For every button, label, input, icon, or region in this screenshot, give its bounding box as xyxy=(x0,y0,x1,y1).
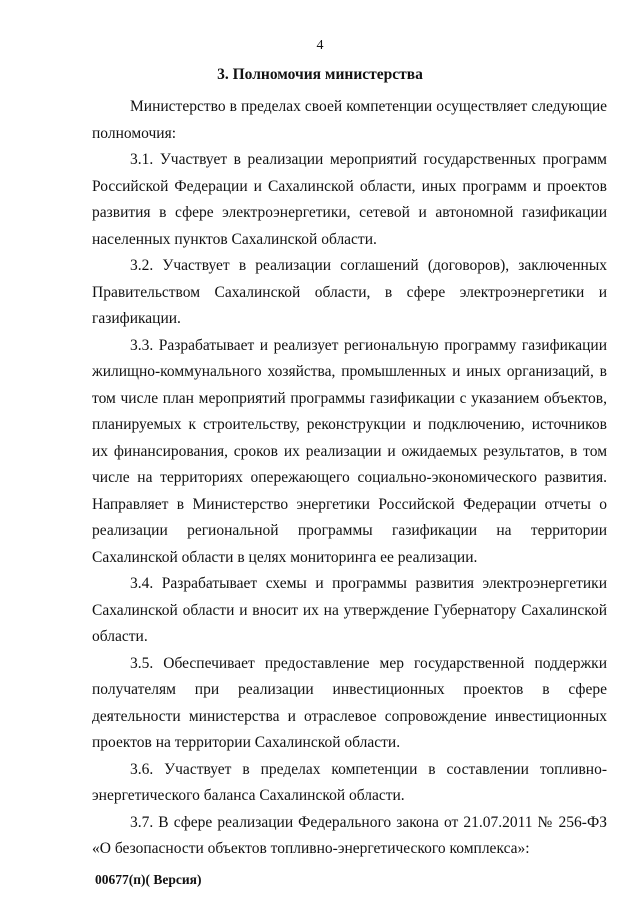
paragraph-3-5: 3.5. Обеспечивает предоставление мер государственной поддержки получателям при реализации инвестиционных проектов в сфере деятельности министерства и отраслевое сопровождение инвестиционных проектов на территории Сахалинской области. xyxy=(92,654,607,751)
page-number: 4 xyxy=(316,38,324,53)
intro-paragraph: Министерство в пределах своей компетенции осуществляет следующие полномочия: xyxy=(92,98,607,142)
document-footer-code: 00677(п)( Версия) xyxy=(95,872,202,887)
document-body xyxy=(92,94,607,863)
paragraph-3-7: 3.7. В сфере реализации Федерального закона от 21.07.2011 № 256-ФЗ «О безопасности объектов топливно-энергетического комплекса»: xyxy=(92,813,607,857)
paragraph-3-3: 3.3. Разрабатывает и реализует региональную программу газификации жилищно-коммунального хозяйства, промышленных и иных организаций, в том числе план мероприятий программы газификации с указанием объектов, планируемых к строительству, реконструкции и подключению, источников их финансирования, сроков их реализации и ожидаемых результатов, в том числе на территориях опережающего социально-экономического развития. Направляет в Министерство энергетики Российской Федерации отчеты о реализации региональной программы газификации на территории Сахалинской области в целях мониторинга ее реализации. xyxy=(92,336,607,566)
paragraph-3-6: 3.6. Участвует в пределах компетенции в составлении топливно-энергетического баланса Сахалинской области. xyxy=(92,760,607,804)
paragraph-3-1: 3.1. Участвует в реализации мероприятий государственных программ Российской Федерации и Сахалинской области, иных программ и проектов развития в сфере электроэнергетики, сетевой и автономной газификации населенных пунктов Сахалинской области. xyxy=(92,151,607,248)
paragraph-3-2: 3.2. Участвует в реализации соглашений (договоров), заключенных Правительством Сахалинской области, в сфере электроэнергетики и газификации. xyxy=(92,257,607,327)
paragraph-3-4: 3.4. Разрабатывает схемы и программы развития электроэнергетики Сахалинской области и вносит их на утверждение Губернатору Сахалинской области. xyxy=(92,575,607,645)
section-heading: 3. Полномочия министерства xyxy=(217,66,423,83)
